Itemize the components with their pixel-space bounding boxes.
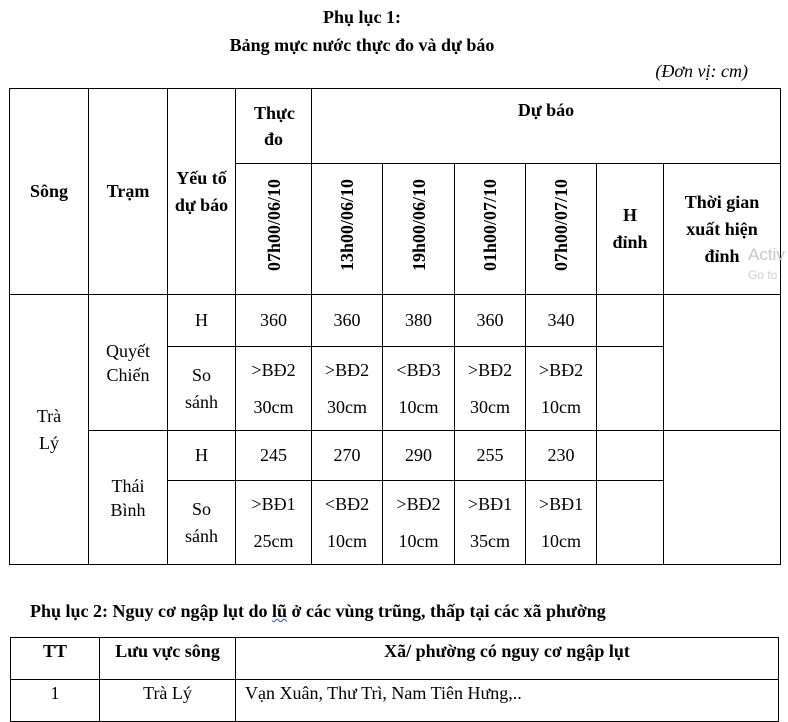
compare-cell (236, 481, 312, 565)
header-time-4 (526, 164, 597, 295)
compare-cell (526, 481, 597, 565)
h-dinh-cell (597, 295, 664, 347)
compare-cell (455, 347, 526, 431)
station-name (89, 431, 168, 565)
compare-level: >BĐ2 (251, 359, 296, 380)
header-yeu-to (168, 89, 236, 295)
compare-diff: 35cm (470, 530, 510, 551)
header-time-3 (455, 164, 526, 295)
compare-cell (455, 481, 526, 565)
compare-level: >BĐ2 (396, 493, 441, 514)
river-name (10, 295, 89, 565)
compare-cell (383, 481, 455, 565)
compare-diff: 30cm (327, 396, 367, 417)
header-du-bao: Dự báo (312, 89, 781, 164)
row-luu-vuc: Trà Lý (100, 680, 236, 722)
activation-watermark: Activ (748, 245, 785, 264)
h-value: 360 (312, 295, 383, 347)
row-tt: 1 (11, 680, 100, 722)
station1-h-row (10, 295, 781, 347)
appendix2-heading (30, 601, 606, 622)
header-tt: TT (11, 638, 100, 680)
header-luu-vuc: Lưu vực sông (100, 638, 236, 680)
thoi-gian-cell (664, 295, 781, 431)
compare-cell (383, 347, 455, 431)
compare-cell (526, 347, 597, 431)
compare-diff: 30cm (470, 396, 510, 417)
h-dinh-cell (597, 431, 664, 481)
compare-diff: 30cm (253, 396, 294, 417)
h-label: H (168, 295, 236, 347)
so-sanh-text: So sánh (185, 498, 218, 546)
appendix2-heading-post: ở các vùng trũng, thấp tại các xã phường (287, 601, 606, 621)
compare-cell (312, 481, 383, 565)
unit-label: (Đơn vị: cm) (655, 61, 748, 81)
h-value: 360 (455, 295, 526, 347)
so-sanh-text: So sánh (185, 364, 218, 412)
header-h-dinh (597, 164, 664, 295)
appendix2-heading-pre: Phụ lục 2: Nguy cơ ngập lụt do (30, 601, 273, 621)
header-yeu-to-text: Yếu tố dự báo (174, 167, 229, 215)
h-value: 360 (236, 295, 312, 347)
h-value: 380 (383, 295, 455, 347)
compare-level: >BĐ1 (538, 493, 584, 514)
header-time-2 (383, 164, 455, 295)
time-label: 01h00/07/10 (480, 178, 500, 271)
compare-diff: 10cm (398, 530, 439, 551)
header-tram: Trạm (89, 89, 168, 295)
h-value: 255 (455, 431, 526, 481)
time-label: 07h00/06/10 (263, 178, 284, 271)
header-thuc-do (236, 89, 312, 164)
compare-level: >BĐ1 (467, 493, 513, 514)
h-value: 270 (312, 431, 383, 481)
time-label: 19h00/06/10 (408, 178, 429, 271)
activation-watermark-sub: Go to (748, 268, 778, 282)
compare-diff: 10cm (327, 530, 367, 551)
station-name (89, 295, 168, 431)
flood-header-row (11, 638, 779, 680)
h-dinh-cell (597, 481, 664, 565)
h-value: 340 (526, 295, 597, 347)
h-value: 245 (236, 431, 312, 481)
header-thoi-gian-text: Thời gian xuất hiện đỉnh (684, 191, 760, 266)
appendix1-subtitle: Bảng mực nước thực đo và dự báo (229, 35, 495, 55)
compare-diff: 25cm (253, 530, 294, 551)
appendix1-title: Phụ lục 1: (322, 7, 401, 27)
river-name-text: Trà Lý (36, 405, 62, 453)
station-name-text: Thái Bình (110, 475, 146, 520)
compare-level: >BĐ2 (538, 359, 584, 380)
h-value: 290 (383, 431, 455, 481)
station-name-text: Quyết Chiến (106, 340, 150, 385)
compare-level: >BĐ1 (251, 493, 296, 514)
h-dinh-cell (597, 347, 664, 431)
row-xa: Vạn Xuân, Thư Trì, Nam Tiên Hưng,.. (236, 680, 779, 722)
flood-row (11, 680, 779, 722)
header-h-dinh-text: H đỉnh (612, 205, 648, 252)
h-label: H (168, 431, 236, 481)
compare-level: >BĐ2 (467, 359, 513, 380)
compare-diff: 10cm (398, 396, 439, 417)
compare-cell (236, 347, 312, 431)
header-time-1 (312, 164, 383, 295)
header-xa: Xã/ phường có nguy cơ ngập lụt (236, 638, 779, 680)
thoi-gian-cell (664, 431, 781, 565)
water-level-table (9, 88, 781, 565)
compare-level: >BĐ2 (324, 359, 370, 380)
so-sanh-label (168, 481, 236, 565)
compare-level: <BĐ3 (396, 359, 441, 380)
time-label: 13h00/06/10 (337, 178, 357, 271)
compare-cell (312, 347, 383, 431)
header-time-0 (236, 164, 312, 295)
h-value: 230 (526, 431, 597, 481)
header-row-1 (10, 89, 781, 164)
flood-risk-table (10, 637, 779, 722)
station2-h-row (10, 431, 781, 481)
appendix2-heading-word: lũ (272, 601, 288, 621)
header-thuc-do-text: Thực đo (254, 103, 295, 149)
so-sanh-label (168, 347, 236, 431)
time-label: 07h00/07/10 (551, 178, 571, 271)
compare-diff: 10cm (541, 396, 581, 417)
compare-level: <BĐ2 (324, 493, 370, 514)
compare-diff: 10cm (541, 530, 581, 551)
header-song: Sông (10, 89, 89, 295)
